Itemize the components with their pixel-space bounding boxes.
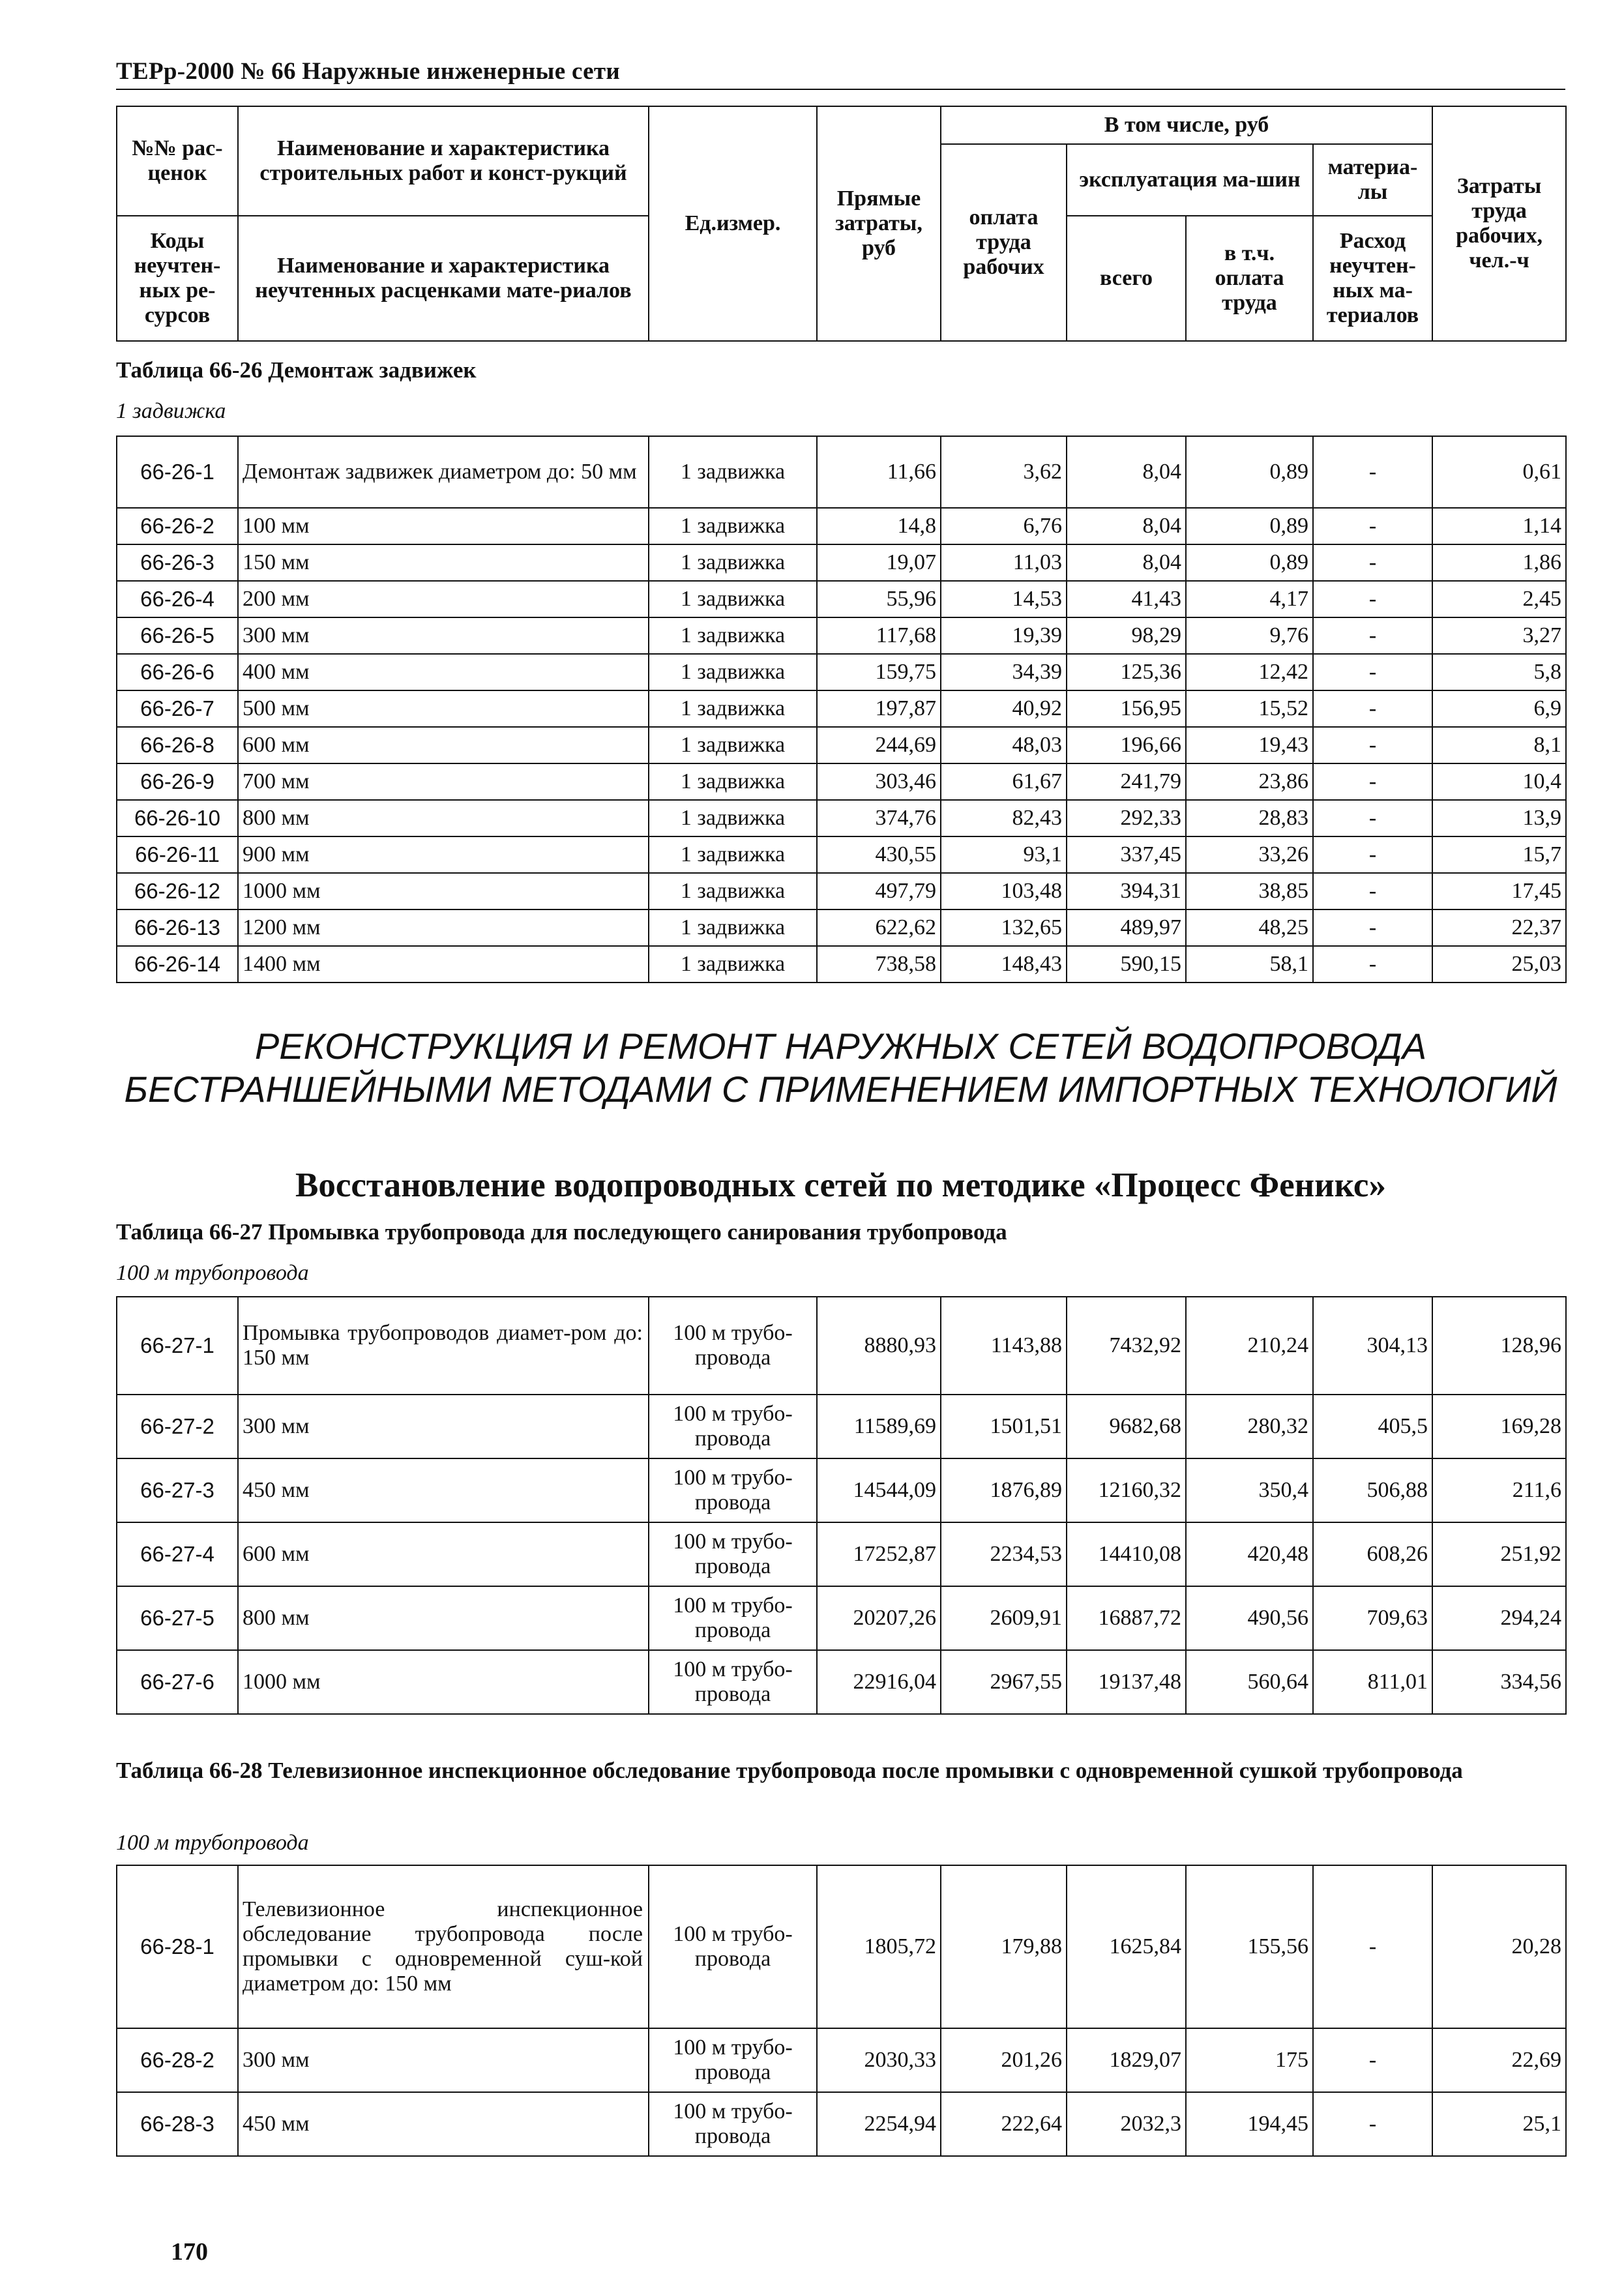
table-row bbox=[117, 2092, 1566, 2156]
cell-direct: 244,69 bbox=[817, 727, 941, 763]
cell-unit: 1 задвижка bbox=[649, 654, 817, 690]
cell-code: 66-26-6 bbox=[117, 654, 238, 690]
cell-mat: - bbox=[1313, 2028, 1432, 2092]
cell-mach-labor: 38,85 bbox=[1186, 873, 1313, 909]
cell-mach: 7432,92 bbox=[1067, 1297, 1186, 1395]
cell-mach-labor: 33,26 bbox=[1186, 836, 1313, 873]
cell-mach: 8,04 bbox=[1067, 508, 1186, 544]
table-row bbox=[117, 690, 1566, 727]
cell-unit: 1 задвижка bbox=[649, 836, 817, 873]
cell-mach: 1625,84 bbox=[1067, 1865, 1186, 2028]
cell-direct: 374,76 bbox=[817, 800, 941, 836]
table-row bbox=[117, 836, 1566, 873]
cell-hours: 13,9 bbox=[1432, 800, 1566, 836]
cell-unit: 100 м трубо-провода bbox=[649, 1395, 817, 1458]
cell-name: 700 мм bbox=[238, 763, 649, 800]
cell-labor: 40,92 bbox=[941, 690, 1067, 727]
cell-mat: - bbox=[1313, 690, 1432, 727]
cell-labor: 14,53 bbox=[941, 581, 1067, 617]
cell-labor: 2609,91 bbox=[941, 1586, 1067, 1650]
cell-labor: 2967,55 bbox=[941, 1650, 1067, 1714]
cell-hours: 169,28 bbox=[1432, 1395, 1566, 1458]
cell-labor: 11,03 bbox=[941, 544, 1067, 581]
cell-code: 66-26-13 bbox=[117, 909, 238, 946]
cell-name: 1000 мм bbox=[238, 873, 649, 909]
cell-hours: 3,27 bbox=[1432, 617, 1566, 654]
cell-name: 150 мм bbox=[238, 544, 649, 581]
cell-labor: 1143,88 bbox=[941, 1297, 1067, 1395]
header-codes-bottom: Коды неучтен-ных ре-сурсов bbox=[117, 216, 238, 341]
cell-mach: 16887,72 bbox=[1067, 1586, 1186, 1650]
cell-hours: 1,14 bbox=[1432, 508, 1566, 544]
cell-mach: 9682,68 bbox=[1067, 1395, 1186, 1458]
column-header-table bbox=[116, 106, 1567, 342]
header-labor-hours: Затраты труда рабочих, чел.-ч bbox=[1432, 106, 1566, 341]
cell-hours: 17,45 bbox=[1432, 873, 1566, 909]
table-row bbox=[117, 617, 1566, 654]
cell-mach-labor: 0,89 bbox=[1186, 508, 1313, 544]
cell-code: 66-27-3 bbox=[117, 1458, 238, 1522]
cell-mach-labor: 280,32 bbox=[1186, 1395, 1313, 1458]
header-machines-labor: в т.ч. оплата труда bbox=[1186, 216, 1313, 341]
table-row bbox=[117, 763, 1566, 800]
cell-name: 1000 мм bbox=[238, 1650, 649, 1714]
cell-direct: 430,55 bbox=[817, 836, 941, 873]
header-name-bottom: Наименование и характеристика неучтенных расценками мате-риалов bbox=[238, 216, 649, 341]
cell-labor: 6,76 bbox=[941, 508, 1067, 544]
cell-code: 66-26-10 bbox=[117, 800, 238, 836]
cell-mach-labor: 58,1 bbox=[1186, 946, 1313, 983]
cell-hours: 5,8 bbox=[1432, 654, 1566, 690]
table-27-unit-note: 100 м трубопровода bbox=[116, 1261, 309, 1285]
table-row bbox=[117, 1522, 1566, 1586]
cell-name: 600 мм bbox=[238, 1522, 649, 1586]
cell-unit: 1 задвижка bbox=[649, 617, 817, 654]
section-title: РЕКОНСТРУКЦИЯ И РЕМОНТ НАРУЖНЫХ СЕТЕЙ ВОДОПРОВОДА БЕСТРАНШЕЙНЫМИ МЕТОДАМИ С ПРИМЕНЕНИЕМ ИМПОРТНЫХ ТЕХНОЛОГИЙ bbox=[124, 1026, 1558, 1110]
cell-mat: - bbox=[1313, 2092, 1432, 2156]
cell-mat: - bbox=[1313, 909, 1432, 946]
table-row bbox=[117, 654, 1566, 690]
table-28-caption: Таблица 66-28 Телевизионное инспекционное обследование трубопровода после промывки с одновременной сушкой трубопровода bbox=[116, 1758, 1463, 1783]
cell-mat: - bbox=[1313, 763, 1432, 800]
cell-labor: 201,26 bbox=[941, 2028, 1067, 2092]
cell-unit: 100 м трубо-провода bbox=[649, 1865, 817, 2028]
cell-hours: 1,86 bbox=[1432, 544, 1566, 581]
cell-code: 66-26-11 bbox=[117, 836, 238, 873]
cell-name: Промывка трубопроводов диамет-ром до: 150 мм bbox=[238, 1297, 649, 1395]
cell-direct: 2030,33 bbox=[817, 2028, 941, 2092]
table-26-unit-note: 1 задвижка bbox=[116, 399, 226, 423]
header-machines: эксплуатация ма-шин bbox=[1067, 144, 1313, 216]
cell-direct: 8880,93 bbox=[817, 1297, 941, 1395]
cell-labor: 82,43 bbox=[941, 800, 1067, 836]
cell-mach-labor: 48,25 bbox=[1186, 909, 1313, 946]
cell-direct: 14,8 bbox=[817, 508, 941, 544]
cell-direct: 22916,04 bbox=[817, 1650, 941, 1714]
cell-mach: 1829,07 bbox=[1067, 2028, 1186, 2092]
cell-direct: 197,87 bbox=[817, 690, 941, 727]
cell-mat: - bbox=[1313, 654, 1432, 690]
cell-mach: 12160,32 bbox=[1067, 1458, 1186, 1522]
cell-mach-labor: 9,76 bbox=[1186, 617, 1313, 654]
cell-unit: 1 задвижка bbox=[649, 436, 817, 508]
cell-mat: - bbox=[1313, 800, 1432, 836]
table-row bbox=[117, 436, 1566, 508]
cell-mach: 98,29 bbox=[1067, 617, 1186, 654]
header-unit: Ед.измер. bbox=[649, 106, 817, 341]
cell-mach: 125,36 bbox=[1067, 654, 1186, 690]
cell-unit: 1 задвижка bbox=[649, 873, 817, 909]
cell-mat: - bbox=[1313, 727, 1432, 763]
cell-code: 66-26-14 bbox=[117, 946, 238, 983]
cell-direct: 303,46 bbox=[817, 763, 941, 800]
cell-code: 66-27-4 bbox=[117, 1522, 238, 1586]
cell-mach: 241,79 bbox=[1067, 763, 1186, 800]
cell-mach: 292,33 bbox=[1067, 800, 1186, 836]
cell-mat: - bbox=[1313, 581, 1432, 617]
cell-mat: 506,88 bbox=[1313, 1458, 1432, 1522]
cell-mat: 811,01 bbox=[1313, 1650, 1432, 1714]
cell-mat: 709,63 bbox=[1313, 1586, 1432, 1650]
cell-hours: 2,45 bbox=[1432, 581, 1566, 617]
cell-hours: 128,96 bbox=[1432, 1297, 1566, 1395]
cell-direct: 159,75 bbox=[817, 654, 941, 690]
table-row bbox=[117, 727, 1566, 763]
cell-code: 66-26-9 bbox=[117, 763, 238, 800]
table-row bbox=[117, 1650, 1566, 1714]
cell-unit: 1 задвижка bbox=[649, 800, 817, 836]
cell-unit: 1 задвижка bbox=[649, 909, 817, 946]
cell-name: 900 мм bbox=[238, 836, 649, 873]
cell-unit: 100 м трубо-провода bbox=[649, 1458, 817, 1522]
table-26-caption: Таблица 66-26 Демонтаж задвижек bbox=[116, 357, 477, 383]
cell-unit: 100 м трубо-провода bbox=[649, 1522, 817, 1586]
cell-unit: 100 м трубо-провода bbox=[649, 1650, 817, 1714]
cell-name: 1200 мм bbox=[238, 909, 649, 946]
cell-code: 66-26-1 bbox=[117, 436, 238, 508]
cell-mach: 19137,48 bbox=[1067, 1650, 1186, 1714]
cell-unit: 1 задвижка bbox=[649, 946, 817, 983]
cell-name: 1400 мм bbox=[238, 946, 649, 983]
header-machines-total: всего bbox=[1067, 216, 1186, 341]
cell-mach: 337,45 bbox=[1067, 836, 1186, 873]
cell-labor: 1501,51 bbox=[941, 1395, 1067, 1458]
table-row bbox=[117, 873, 1566, 909]
cell-name: Демонтаж задвижек диаметром до: 50 мм bbox=[238, 436, 649, 508]
cell-direct: 11589,69 bbox=[817, 1395, 941, 1458]
cell-unit: 100 м трубо-провода bbox=[649, 2028, 817, 2092]
header-materials-bottom: Расход неучтен-ных ма-териалов bbox=[1313, 216, 1432, 341]
cell-hours: 22,37 bbox=[1432, 909, 1566, 946]
cell-direct: 738,58 bbox=[817, 946, 941, 983]
cell-hours: 15,7 bbox=[1432, 836, 1566, 873]
cell-code: 66-28-3 bbox=[117, 2092, 238, 2156]
cell-code: 66-26-12 bbox=[117, 873, 238, 909]
cell-hours: 8,1 bbox=[1432, 727, 1566, 763]
header-labor-pay: оплата труда рабочих bbox=[941, 144, 1067, 341]
cell-mach: 8,04 bbox=[1067, 544, 1186, 581]
cell-labor: 103,48 bbox=[941, 873, 1067, 909]
cell-mach: 41,43 bbox=[1067, 581, 1186, 617]
table-row bbox=[117, 581, 1566, 617]
cell-direct: 622,62 bbox=[817, 909, 941, 946]
cell-labor: 132,65 bbox=[941, 909, 1067, 946]
cell-hours: 334,56 bbox=[1432, 1650, 1566, 1714]
cell-unit: 100 м трубо-провода bbox=[649, 2092, 817, 2156]
cell-hours: 211,6 bbox=[1432, 1458, 1566, 1522]
cell-direct: 497,79 bbox=[817, 873, 941, 909]
cell-labor: 222,64 bbox=[941, 2092, 1067, 2156]
table-row bbox=[117, 1395, 1566, 1458]
cell-name: 450 мм bbox=[238, 2092, 649, 2156]
cell-labor: 48,03 bbox=[941, 727, 1067, 763]
cell-mat: - bbox=[1313, 544, 1432, 581]
cell-labor: 93,1 bbox=[941, 836, 1067, 873]
cell-name: 800 мм bbox=[238, 1586, 649, 1650]
table-27-caption: Таблица 66-27 Промывка трубопровода для последующего санирования трубопровода bbox=[116, 1219, 1007, 1245]
cell-mach-labor: 350,4 bbox=[1186, 1458, 1313, 1522]
cell-code: 66-26-3 bbox=[117, 544, 238, 581]
cell-hours: 20,28 bbox=[1432, 1865, 1566, 2028]
cell-hours: 294,24 bbox=[1432, 1586, 1566, 1650]
cell-mat: - bbox=[1313, 946, 1432, 983]
cell-unit: 1 задвижка bbox=[649, 727, 817, 763]
cell-labor: 34,39 bbox=[941, 654, 1067, 690]
cell-code: 66-27-2 bbox=[117, 1395, 238, 1458]
table-row bbox=[117, 909, 1566, 946]
cell-hours: 22,69 bbox=[1432, 2028, 1566, 2092]
cell-hours: 6,9 bbox=[1432, 690, 1566, 727]
cell-mat: - bbox=[1313, 508, 1432, 544]
cell-hours: 0,61 bbox=[1432, 436, 1566, 508]
cell-mach: 489,97 bbox=[1067, 909, 1186, 946]
cell-mat: - bbox=[1313, 617, 1432, 654]
cell-labor: 3,62 bbox=[941, 436, 1067, 508]
header-name-top: Наименование и характеристика строительных работ и конст-рукций bbox=[238, 106, 649, 216]
cell-code: 66-26-4 bbox=[117, 581, 238, 617]
cell-mach-labor: 4,17 bbox=[1186, 581, 1313, 617]
cell-code: 66-28-2 bbox=[117, 2028, 238, 2092]
cell-name: 300 мм bbox=[238, 2028, 649, 2092]
cell-direct: 11,66 bbox=[817, 436, 941, 508]
cell-labor: 19,39 bbox=[941, 617, 1067, 654]
cell-mach: 8,04 bbox=[1067, 436, 1186, 508]
cell-unit: 1 задвижка bbox=[649, 544, 817, 581]
cell-name: 300 мм bbox=[238, 1395, 649, 1458]
table-row bbox=[117, 1458, 1566, 1522]
cell-hours: 10,4 bbox=[1432, 763, 1566, 800]
cell-mach-labor: 155,56 bbox=[1186, 1865, 1313, 2028]
cell-code: 66-26-2 bbox=[117, 508, 238, 544]
header-codes-top: №№ рас-ценок bbox=[117, 106, 238, 216]
cell-mach-labor: 490,56 bbox=[1186, 1586, 1313, 1650]
table-row bbox=[117, 800, 1566, 836]
cell-mach-labor: 15,52 bbox=[1186, 690, 1313, 727]
cell-code: 66-26-8 bbox=[117, 727, 238, 763]
cell-name: 450 мм bbox=[238, 1458, 649, 1522]
cell-code: 66-28-1 bbox=[117, 1865, 238, 2028]
cell-hours: 25,1 bbox=[1432, 2092, 1566, 2156]
cell-direct: 2254,94 bbox=[817, 2092, 941, 2156]
running-head: ТЕРр-2000 № 66 Наружные инженерные сети bbox=[116, 58, 620, 85]
cell-hours: 25,03 bbox=[1432, 946, 1566, 983]
cell-mat: - bbox=[1313, 836, 1432, 873]
header-including: В том числе, руб bbox=[941, 106, 1432, 144]
cell-unit: 1 задвижка bbox=[649, 690, 817, 727]
header-direct-costs: Прямые затраты, руб bbox=[817, 106, 941, 341]
header-materials-top: материа-лы bbox=[1313, 144, 1432, 216]
header-rule bbox=[116, 89, 1565, 90]
cell-name: 800 мм bbox=[238, 800, 649, 836]
cell-mach: 196,66 bbox=[1067, 727, 1186, 763]
cell-code: 66-27-1 bbox=[117, 1297, 238, 1395]
cell-direct: 20207,26 bbox=[817, 1586, 941, 1650]
cell-labor: 1876,89 bbox=[941, 1458, 1067, 1522]
cell-unit: 100 м трубо-провода bbox=[649, 1586, 817, 1650]
page-number: 170 bbox=[171, 2238, 208, 2266]
cell-direct: 17252,87 bbox=[817, 1522, 941, 1586]
cell-code: 66-26-7 bbox=[117, 690, 238, 727]
cell-mach-labor: 12,42 bbox=[1186, 654, 1313, 690]
cell-mach-labor: 23,86 bbox=[1186, 763, 1313, 800]
cell-mach-labor: 210,24 bbox=[1186, 1297, 1313, 1395]
cell-labor: 61,67 bbox=[941, 763, 1067, 800]
cell-code: 66-26-5 bbox=[117, 617, 238, 654]
cell-name: 300 мм bbox=[238, 617, 649, 654]
cell-name: Телевизионное инспекционное обследование трубопровода после промывки с одновременной суш-кой диаметром до: 150 мм bbox=[238, 1865, 649, 2028]
cell-mach: 14410,08 bbox=[1067, 1522, 1186, 1586]
table-28-unit-note: 100 м трубопровода bbox=[116, 1831, 309, 1855]
cell-mach-labor: 19,43 bbox=[1186, 727, 1313, 763]
cell-mach: 590,15 bbox=[1067, 946, 1186, 983]
cell-unit: 1 задвижка bbox=[649, 763, 817, 800]
cell-direct: 1805,72 bbox=[817, 1865, 941, 2028]
table-28 bbox=[116, 1865, 1567, 2157]
cell-code: 66-27-6 bbox=[117, 1650, 238, 1714]
cell-mach-labor: 420,48 bbox=[1186, 1522, 1313, 1586]
cell-direct: 117,68 bbox=[817, 617, 941, 654]
table-row bbox=[117, 2028, 1566, 2092]
table-26 bbox=[116, 436, 1567, 983]
cell-unit: 100 м трубо-провода bbox=[649, 1297, 817, 1395]
cell-name: 600 мм bbox=[238, 727, 649, 763]
cell-mat: 405,5 bbox=[1313, 1395, 1432, 1458]
subsection-title: Восстановление водопроводных сетей по методике «Процесс Феникс» bbox=[295, 1166, 1386, 1204]
cell-direct: 19,07 bbox=[817, 544, 941, 581]
table-27 bbox=[116, 1296, 1567, 1715]
cell-name: 400 мм bbox=[238, 654, 649, 690]
cell-mach-labor: 194,45 bbox=[1186, 2092, 1313, 2156]
cell-name: 100 мм bbox=[238, 508, 649, 544]
cell-mat: 608,26 bbox=[1313, 1522, 1432, 1586]
cell-mach: 394,31 bbox=[1067, 873, 1186, 909]
cell-mach-labor: 0,89 bbox=[1186, 436, 1313, 508]
cell-mat: 304,13 bbox=[1313, 1297, 1432, 1395]
cell-hours: 251,92 bbox=[1432, 1522, 1566, 1586]
table-row bbox=[117, 544, 1566, 581]
table-row bbox=[117, 1297, 1566, 1395]
table-row bbox=[117, 1586, 1566, 1650]
cell-unit: 1 задвижка bbox=[649, 508, 817, 544]
cell-mach-labor: 560,64 bbox=[1186, 1650, 1313, 1714]
table-row bbox=[117, 1865, 1566, 2028]
cell-labor: 179,88 bbox=[941, 1865, 1067, 2028]
cell-mach-labor: 28,83 bbox=[1186, 800, 1313, 836]
cell-unit: 1 задвижка bbox=[649, 581, 817, 617]
cell-mat: - bbox=[1313, 1865, 1432, 2028]
cell-labor: 2234,53 bbox=[941, 1522, 1067, 1586]
cell-mach-labor: 175 bbox=[1186, 2028, 1313, 2092]
cell-code: 66-27-5 bbox=[117, 1586, 238, 1650]
table-row bbox=[117, 508, 1566, 544]
cell-mat: - bbox=[1313, 873, 1432, 909]
cell-name: 500 мм bbox=[238, 690, 649, 727]
cell-direct: 14544,09 bbox=[817, 1458, 941, 1522]
cell-name: 200 мм bbox=[238, 581, 649, 617]
table-row bbox=[117, 946, 1566, 983]
cell-mach: 2032,3 bbox=[1067, 2092, 1186, 2156]
cell-mach: 156,95 bbox=[1067, 690, 1186, 727]
cell-mat: - bbox=[1313, 436, 1432, 508]
cell-direct: 55,96 bbox=[817, 581, 941, 617]
cell-mach-labor: 0,89 bbox=[1186, 544, 1313, 581]
cell-labor: 148,43 bbox=[941, 946, 1067, 983]
